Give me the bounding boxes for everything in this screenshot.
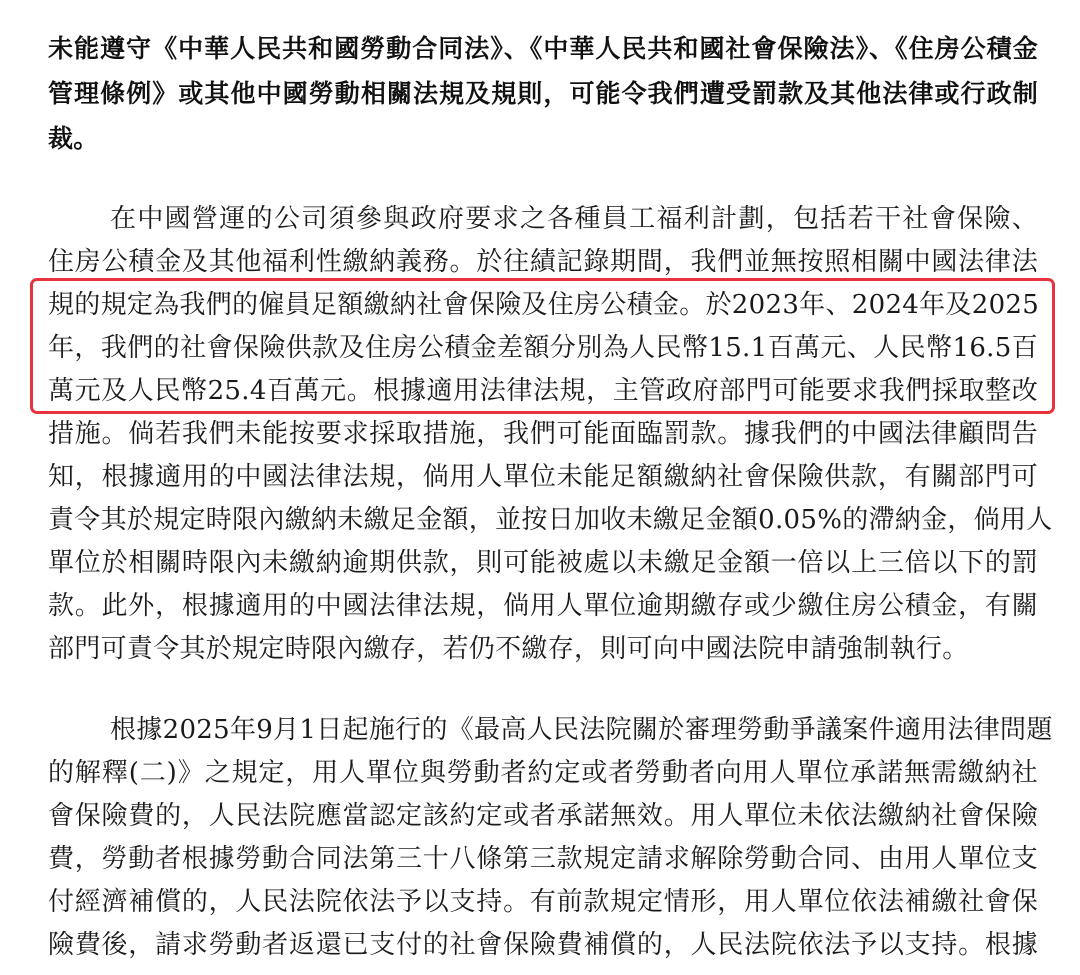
body-line: 部門可責令其於規定時限內繳存，若仍不繳存，則可向中國法院申請強制執行。 <box>48 634 969 664</box>
body-line: 住房公積金及其他福利性繳納義務。於往績記錄期間，我們並無按照相關中國法律法 <box>48 247 1038 277</box>
body-line: 在中國營運的公司須參與政府要求之各種員工福利計劃，包括若干社會保險、 <box>110 204 1038 234</box>
highlighted-line: 規的規定為我們的僱員足額繳納社會保險及住房公積金。於2023年、2024年及2025 <box>48 290 1040 320</box>
highlighted-line: 年，我們的社會保險供款及住房公積金差額分別為人民幣15.1百萬元、人民幣16.5百 <box>48 333 1038 363</box>
body-line: 險費後，請求勞動者返還已支付的社會保險費補償的，人民法院依法予以支持。根據 <box>48 930 1038 960</box>
heading-line-3: 裁。 <box>48 124 99 153</box>
heading-line-2: 管理條例》或其他中國勞動相關法規及規則，可能令我們遭受罰款及其他法律或行政制 <box>48 79 1038 108</box>
body-line: 知，根據適用的中國法律法規，倘用人單位未能足額繳納社會保險供款，有關部門可 <box>48 462 1038 492</box>
body-line: 責令其於規定時限內繳納未繳足金額，並按日加收未繳足金額0.05%的滯納金，倘用人 <box>48 505 1053 535</box>
body-line: 根據2025年9月1日起施行的《最高人民法院關於審理勞動爭議案件適用法律問題 <box>110 715 1053 745</box>
heading-line-1: 未能遵守《中華人民共和國勞動合同法》、《中華人民共和國社會保險法》、《住房公積金 <box>48 34 1038 63</box>
body-line: 單位於相關時限內未繳納逾期供款，則可能被處以未繳足金額一倍以上三倍以下的罰 <box>48 548 1038 578</box>
body-line: 費，勞動者根據勞動合同法第三十八條第三款規定請求解除勞動合同、由用人單位支 <box>48 844 1038 874</box>
body-line: 款。此外，根據適用的中國法律法規，倘用人單位逾期繳存或少繳住房公積金，有關 <box>48 591 1038 621</box>
body-line: 的解釋(二)》之規定，用人單位與勞動者約定或者勞動者向用人單位承諾無需繳納社 <box>48 758 1038 788</box>
highlighted-line: 萬元及人民幣25.4百萬元。根據適用法律法規，主管政府部門可能要求我們採取整改 <box>48 376 1038 406</box>
body-line: 措施。倘若我們未能按要求採取措施，我們可能面臨罰款。據我們的中國法律顧問告 <box>48 419 1038 449</box>
body-line: 會保險費的，人民法院應當認定該約定或者承諾無效。用人單位未依法繳納社會保險 <box>48 801 1038 831</box>
body-line: 付經濟補償的，人民法院依法予以支持。有前款規定情形，用人單位依法補繳社會保 <box>48 887 1038 917</box>
